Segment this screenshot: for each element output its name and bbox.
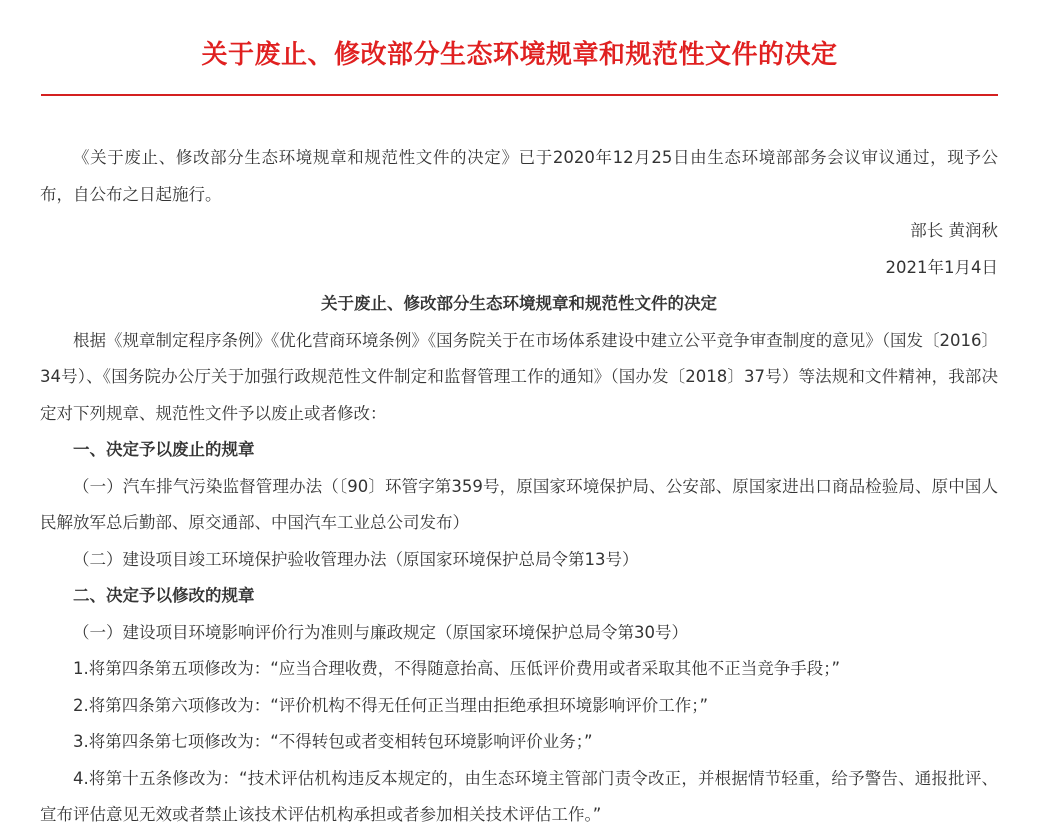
- section-heading-amend: 二、决定予以修改的规章: [73, 586, 255, 605]
- document-body: [40, 140, 998, 834]
- repeal-item-1: （一）汽车排气污染监督管理办法（〔90〕环管字第359号，原国家环境保护局、公安部、原国家进出口商品检验局、原中国人民解放军总后勤部、原交通部、中国汽车工业总公司发布）: [40, 476, 998, 532]
- decision-title: 关于废止、修改部分生态环境规章和规范性文件的决定: [321, 294, 717, 313]
- amendment-1: 1.将第四条第五项修改为：“应当合理收费，不得随意抬高、压低评价费用或者采取其他不正当竞争手段；”: [73, 659, 841, 678]
- amendment-3: 3.将第四条第七项修改为：“不得转包或者变相转包环境影响评价业务；”: [73, 732, 593, 751]
- section-heading-repeal: 一、决定予以废止的规章: [73, 440, 255, 459]
- document-title: 关于废止、修改部分生态环境规章和规范性文件的决定: [201, 40, 838, 70]
- repeal-item-2: （二）建设项目竣工环境保护验收管理办法（原国家环境保护总局令第13号）: [73, 549, 639, 569]
- signature: 部长 黄润秋: [910, 221, 998, 240]
- issue-date: 2021年1月4日: [885, 257, 998, 277]
- amend-item-1: （一）建设项目环境影响评价行为准则与廉政规定（原国家环境保护总局令第30号）: [73, 622, 688, 642]
- amendment-2: 2.将第四条第六项修改为：“评价机构不得无任何正当理由拒绝承担环境影响评价工作；”: [73, 695, 709, 715]
- basis-paragraph: 根据《规章制定程序条例》《优化营商环境条例》《国务院关于在市场体系建设中建立公平竞争审查制度的意见》（国发〔2016〕34号）、《国务院办公厅关于加强行政规范性文件制定和监督管理工作的通知》（国办发〔2018〕37号）等法规和文件精神，我部决定对下列规章、规范性文件予以废止或者修改：: [40, 330, 998, 423]
- title-divider: [41, 94, 998, 96]
- intro-paragraph: 《关于废止、修改部分生态环境规章和规范性文件的决定》已于2020年12月25日由生态环境部部务会议审议通过，现予公布，自公布之日起施行。: [40, 148, 998, 204]
- amendment-4: 4.将第十五条修改为：“技术评估机构违反本规定的，由生态环境主管部门责令改正，并根据情节轻重，给予警告、通报批评、宣布评估意见无效或者禁止该技术评估机构承担或者参加相关技术评估工作。”: [40, 768, 998, 824]
